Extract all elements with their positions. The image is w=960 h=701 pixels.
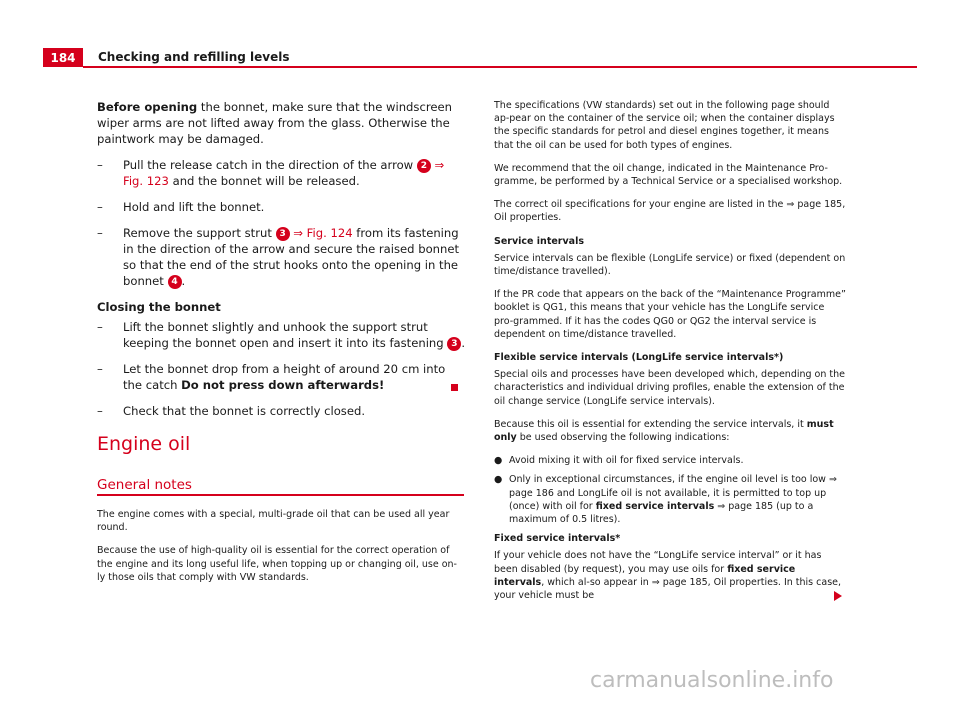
text: ⇒ page 185 (up to a maximum of 0.5 litres). xyxy=(509,500,814,526)
dash-mark: – xyxy=(97,226,103,240)
dash-mark: – xyxy=(97,362,103,376)
step-text: Hold and lift the bonnet. xyxy=(123,200,265,214)
paragraph: We recommend that the oil change, indicated in the Maintenance Pro-gramme, be performed by a Technical Service or a specialised workshop. xyxy=(494,162,843,188)
bullet-mark: ● xyxy=(494,474,503,486)
flexible-intervals-heading: Flexible service intervals (LongLife service intervals*) xyxy=(494,352,784,364)
callout-badge: 3 xyxy=(276,227,290,241)
closing-step-item xyxy=(97,319,465,351)
dash-mark: – xyxy=(97,404,103,418)
text: Only in exceptional circumstances, if the engine oil level is too low ⇒ page 186 and LongLife oil is not available, it is permitted to top up (once) with oil for xyxy=(509,474,837,512)
step-text: Lift the bonnet slightly and unhook the support strut keeping the bonnet open and insert it into its fastening xyxy=(123,320,448,350)
dash-mark: – xyxy=(97,320,103,334)
closing-step-item xyxy=(97,361,465,393)
right-column xyxy=(494,99,846,612)
paragraph: Service intervals can be flexible (LongLife service) or fixed (dependent on time/distance travelled). xyxy=(494,252,846,278)
intro-paragraph xyxy=(97,99,465,147)
subsection-divider xyxy=(97,494,464,496)
general-notes-body xyxy=(97,508,465,594)
bold-text: fixed service intervals xyxy=(595,500,715,512)
bullet-mark: ● xyxy=(494,455,503,467)
step-item xyxy=(97,225,465,289)
page-header xyxy=(0,0,960,68)
figure-link[interactable]: ⇒ Fig. 124 xyxy=(289,226,353,240)
callout-badge: 4 xyxy=(168,275,182,289)
bullet-item xyxy=(494,454,846,467)
closing-heading: Closing the bonnet xyxy=(97,300,221,314)
figure-link[interactable]: ⇒ Fig. 123 xyxy=(123,158,445,188)
left-column xyxy=(97,99,465,429)
step-text: Pull the release catch in the direction of the arrow xyxy=(123,158,417,172)
closing-step-item xyxy=(97,403,465,419)
step-text: Remove the support strut xyxy=(123,226,276,240)
section-end-marker xyxy=(451,384,458,391)
bold-text: must only xyxy=(494,418,834,444)
step-text: and the bonnet will be released. xyxy=(168,174,360,188)
step-text: . xyxy=(181,274,186,288)
step-text: . xyxy=(461,336,466,350)
paragraph: The specifications (VW standards) set out in the following page should ap-pear on the container of the service oil; when the container displays the specific standards for petrol and diesel engines together, it means that the oil can be used for both types of engines. xyxy=(494,100,835,151)
service-intervals-heading: Service intervals xyxy=(494,235,585,247)
text: If your vehicle does not have the “LongLife service interval” or it has been disabled (by request), you may use oils for xyxy=(494,550,822,575)
chapter-title: Checking and refilling levels xyxy=(98,50,290,64)
section-title: Engine oil xyxy=(97,433,191,455)
watermark: carmanualsonline.info xyxy=(590,668,834,693)
step-text: Let the bonnet drop from a height of around 20 cm into the catch xyxy=(123,362,446,392)
callout-badge: 3 xyxy=(447,337,461,351)
warning-text: Do not press down afterwards! xyxy=(181,378,385,392)
continue-arrow-icon xyxy=(834,591,842,601)
paragraph: Because the use of high-quality oil is essential for the correct operation of the engine and its long useful life, when topping up or changing oil, use on-ly those oils that comply with VW standards. xyxy=(97,545,457,583)
paragraph xyxy=(494,418,846,444)
bold-text: fixed service intervals xyxy=(494,563,796,588)
step-text: from its fastening in the direction of the arrow and secure the raised bonnet so that the end of the strut hooks onto the opening in the bonnet xyxy=(123,226,460,288)
text: Because this oil is essential for extending the service intervals, it xyxy=(494,418,807,430)
dash-mark: – xyxy=(97,158,103,172)
text: Avoid mixing it with oil for fixed service intervals. xyxy=(509,455,744,467)
text: be used observing the following indications: xyxy=(516,432,730,444)
paragraph: If the PR code that appears on the back of the “Maintenance Programme” booklet is QG1, this means that your vehicle has the LongLife service pro-grammed. If it has the codes QG0 or QG2 the interval service is dependent on time/distance travelled. xyxy=(494,289,846,340)
step-item xyxy=(97,199,465,215)
page-number: 184 xyxy=(43,48,83,67)
paragraph: Special oils and processes have been developed which, depending on the characteristics and individual driving profiles, enable the extension of the oil change service (LongLife service intervals). xyxy=(494,369,845,407)
bullet-item xyxy=(494,473,846,526)
paragraph xyxy=(494,549,846,602)
paragraph: The engine comes with a special, multi-grade oil that can be used all year round. xyxy=(97,509,450,534)
subsection-title: General notes xyxy=(97,477,192,493)
intro-bold: Before opening xyxy=(97,100,198,114)
fixed-intervals-heading: Fixed service intervals* xyxy=(494,533,621,545)
step-text: Check that the bonnet is correctly closed. xyxy=(123,404,366,418)
text: , which al-so appear in ⇒ page 185, Oil properties. In this case, your vehicle must be xyxy=(494,576,842,602)
step-item xyxy=(97,157,465,189)
intro-text: the bonnet, make sure that the windscreen wiper arms are not lifted away from the glass. Otherwise the paintwork may be damaged. xyxy=(97,100,452,146)
header-divider xyxy=(83,66,917,68)
callout-badge: 2 xyxy=(417,159,431,173)
dash-mark: – xyxy=(97,200,103,214)
paragraph-with-link: The correct oil specifications for your engine are listed in the ⇒ page 185, Oil properties. xyxy=(494,199,846,224)
